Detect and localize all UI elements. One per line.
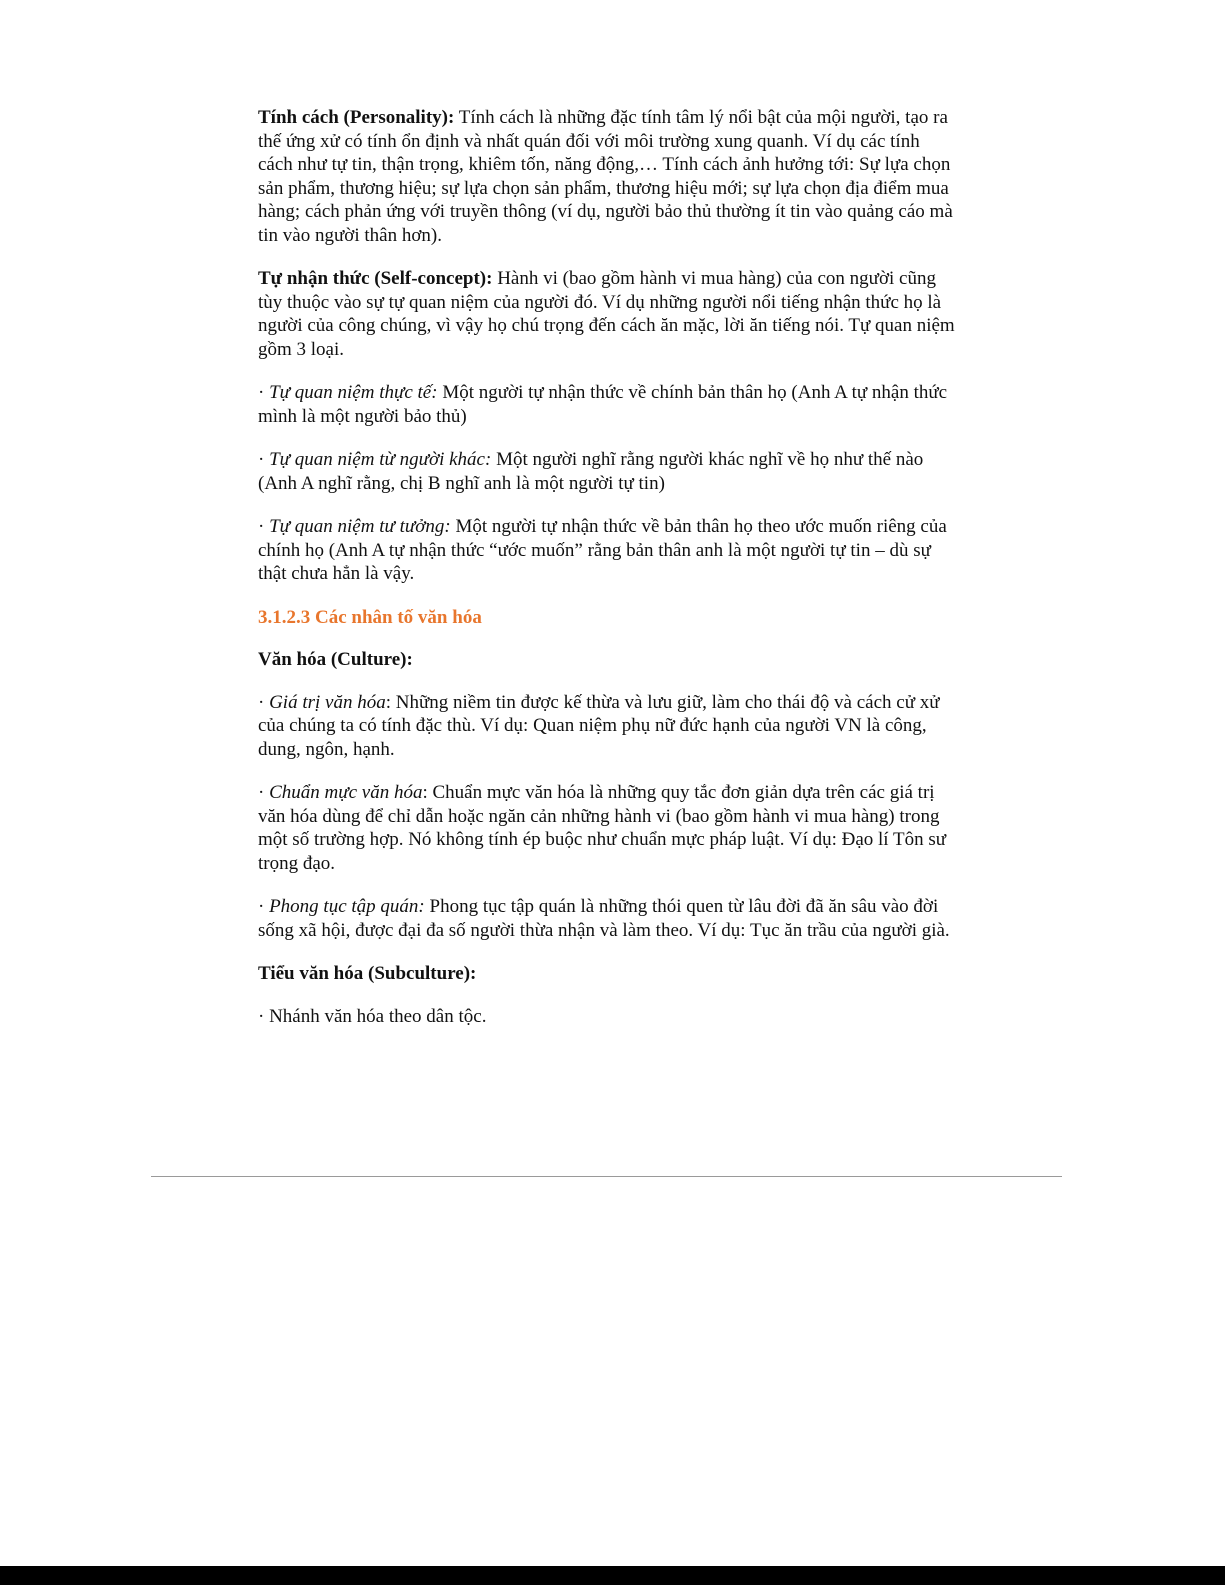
item-term: Tự quan niệm thực tế: [269, 382, 438, 403]
section-heading: 3.1.2.3 Các nhân tố văn hóa [258, 606, 482, 628]
item-term: Chuẩn mực văn hóa [269, 782, 423, 803]
page-divider [151, 1176, 1062, 1177]
bullet: · [258, 449, 270, 470]
bullet: · [258, 516, 270, 537]
self-concept-item [258, 448, 958, 495]
item-term: Phong tục tập quán: [269, 896, 425, 917]
self-concept-item [258, 381, 958, 428]
item-term: Giá trị văn hóa [269, 691, 386, 713]
self-concept-text: Hành vi (bao gồm hành vi mua hàng) của con người cũng tùy thuộc vào sự tự quan niệm của người đó. Ví dụ những người nổi tiếng nhận thức họ là người của công chúng, vì vậy họ chú trọng đến cách ăn mặc, lời ăn tiếng nói. Tự quan niệm gồm 3 loại. [258, 268, 955, 360]
personality-term: Tính cách (Personality): [258, 107, 455, 128]
bullet: · [258, 896, 270, 917]
item-text: Một người tự nhận thức về bản thân họ theo ước muốn riêng của chính họ (Anh A tự nhận thức “ước muốn” rằng bản thân anh là một người tự tin – dù sự thật chưa hẳn là vậy. [258, 516, 947, 584]
culture-item [258, 781, 958, 875]
personality-paragraph [258, 106, 958, 247]
subculture-heading: Tiểu văn hóa (Subculture): [258, 963, 477, 984]
item-text: : Những niềm tin được kế thừa và lưu giữ, làm cho thái độ và cách cử xử của chúng ta có tính đặc thù. Ví dụ: Quan niệm phụ nữ đức hạnh của người VN là công, dung, ngôn, hạnh. [258, 691, 940, 760]
bullet: · [258, 691, 270, 713]
culture-item [258, 895, 958, 942]
item-text: Một người tự nhận thức về chính bản thân họ (Anh A tự nhận thức mình là một người bảo thủ) [258, 382, 948, 427]
bottom-edge-bar [0, 1566, 1225, 1585]
self-concept-term: Tự nhận thức (Self-concept): [258, 268, 493, 289]
subculture-item: · Nhánh văn hóa theo dân tộc. [258, 1005, 487, 1027]
personality-text: Tính cách là những đặc tính tâm lý nổi bật của mội người, tạo ra thế ứng xử có tính ổn định và nhất quán đối với môi trường xung quanh. Ví dụ các tính cách như tự tin, thận trọng, khiêm tốn, năng động,… Tính cách ảnh hưởng tới: Sự lựa chọn sản phẩm, thương hiệu; sự lựa chọn sản phẩm, thương hiệu mới; sự lựa chọn địa điểm mua hàng; cách phản ứng với truyền thông (ví dụ, người bảo thủ thường ít tin vào quảng cáo mà tin vào người thân hơn). [258, 107, 953, 246]
item-term: Tự quan niệm tư tưởng: [269, 516, 451, 537]
item-text: Một người nghĩ rằng người khác nghĩ về họ như thế nào (Anh A nghĩ rằng, chị B nghĩ anh là một người tự tin) [258, 449, 924, 494]
item-text: Phong tục tập quán là những thói quen từ lâu đời đã ăn sâu vào đời sống xã hội, được đại đa số người thừa nhận và làm theo. Ví dụ: Tục ăn trầu của người già. [258, 896, 950, 941]
bullet: · [258, 782, 270, 803]
item-term: Tự quan niệm từ người khác: [269, 449, 492, 470]
culture-heading: Văn hóa (Culture): [258, 649, 413, 670]
self-concept-item [258, 515, 958, 586]
bullet: · [258, 382, 270, 403]
culture-item [258, 691, 958, 762]
item-text: : Chuẩn mực văn hóa là những quy tắc đơn giản dựa trên các giá trị văn hóa dùng để chỉ dẫn hoặc ngăn cản những hành vi (bao gồm hành vi mua hàng) trong một số trường hợp. Nó không tính ép buộc như chuẩn mực pháp luật. Ví dụ: Đạo lí Tôn sư trọng đạo. [258, 782, 947, 874]
self-concept-paragraph [258, 267, 958, 361]
document-page [258, 106, 958, 1048]
